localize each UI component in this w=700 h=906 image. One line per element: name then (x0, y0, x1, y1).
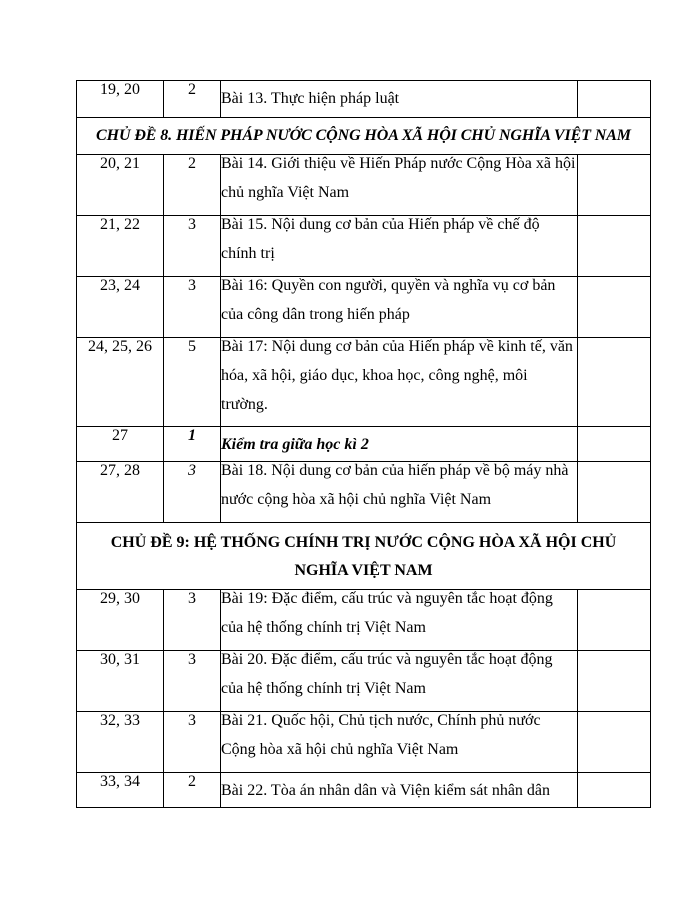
note-cell (578, 338, 651, 427)
topic-heading: CHỦ ĐỀ 8. HIẾN PHÁP NƯỚC CỘNG HÒA XÃ HỘI CHỦ NGHĨA VIỆT NAM (77, 118, 651, 155)
week-cell: 32, 33 (77, 712, 164, 773)
week-cell: 30, 31 (77, 651, 164, 712)
table-row (77, 590, 651, 651)
note-cell (578, 277, 651, 338)
periods-cell: 5 (164, 338, 221, 427)
week-cell: 21, 22 (77, 216, 164, 277)
note-cell (578, 462, 651, 523)
week-cell: 27, 28 (77, 462, 164, 523)
lesson-cell: Kiểm tra giữa học kì 2 (221, 427, 578, 462)
note-cell (578, 712, 651, 773)
periods-cell: 3 (164, 712, 221, 773)
week-cell: 33, 34 (77, 773, 164, 808)
note-cell (578, 81, 651, 118)
topic-heading: CHỦ ĐỀ 9: HỆ THỐNG CHÍNH TRỊ NƯỚC CỘNG HÒA XÃ HỘI CHỦ NGHĨA VIỆT NAM (77, 523, 651, 590)
table-row (77, 155, 651, 216)
periods-cell: 1 (164, 427, 221, 462)
table-row (77, 277, 651, 338)
periods-cell: 3 (164, 216, 221, 277)
lesson-cell: Bài 19: Đặc điểm, cấu trúc và nguyên tắc hoạt động của hệ thống chính trị Việt Nam (221, 590, 578, 651)
lesson-cell: Bài 13. Thực hiện pháp luật (221, 81, 578, 118)
week-cell: 19, 20 (77, 81, 164, 118)
curriculum-table (76, 80, 651, 808)
lesson-cell: Bài 20. Đặc điểm, cấu trúc và nguyên tắc hoạt động của hệ thống chính trị Việt Nam (221, 651, 578, 712)
periods-cell: 2 (164, 155, 221, 216)
week-cell: 23, 24 (77, 277, 164, 338)
periods-cell: 3 (164, 462, 221, 523)
periods-cell: 3 (164, 590, 221, 651)
note-cell (578, 773, 651, 808)
week-cell: 27 (77, 427, 164, 462)
lesson-cell: Bài 18. Nội dung cơ bản của hiến pháp về bộ máy nhà nước cộng hòa xã hội chủ nghĩa Việt Nam (221, 462, 578, 523)
lesson-cell: Bài 15. Nội dung cơ bản của Hiến pháp về chế độ chính trị (221, 216, 578, 277)
periods-cell: 2 (164, 81, 221, 118)
table-row (77, 462, 651, 523)
note-cell (578, 427, 651, 462)
lesson-cell: Bài 14. Giới thiệu về Hiến Pháp nước Cộng Hòa xã hội chủ nghĩa Việt Nam (221, 155, 578, 216)
note-cell (578, 651, 651, 712)
topic-row (77, 523, 651, 590)
table-row (77, 338, 651, 427)
lesson-cell: Bài 21. Quốc hội, Chủ tịch nước, Chính phủ nước Cộng hòa xã hội chủ nghĩa Việt Nam (221, 712, 578, 773)
lesson-cell: Bài 17: Nội dung cơ bản của Hiến pháp về kinh tế, văn hóa, xã hội, giáo dục, khoa học, công nghệ, môi trường. (221, 338, 578, 427)
periods-cell: 2 (164, 773, 221, 808)
week-cell: 24, 25, 26 (77, 338, 164, 427)
table-row (77, 651, 651, 712)
week-cell: 20, 21 (77, 155, 164, 216)
periods-cell: 3 (164, 651, 221, 712)
periods-cell: 3 (164, 277, 221, 338)
table-row (77, 712, 651, 773)
lesson-cell: Bài 16: Quyền con người, quyền và nghĩa vụ cơ bản của công dân trong hiến pháp (221, 277, 578, 338)
table-row (77, 773, 651, 808)
note-cell (578, 216, 651, 277)
note-cell (578, 155, 651, 216)
table-row (77, 81, 651, 118)
lesson-cell: Bài 22. Tòa án nhân dân và Viện kiểm sát nhân dân (221, 773, 578, 808)
table-row (77, 216, 651, 277)
week-cell: 29, 30 (77, 590, 164, 651)
note-cell (578, 590, 651, 651)
